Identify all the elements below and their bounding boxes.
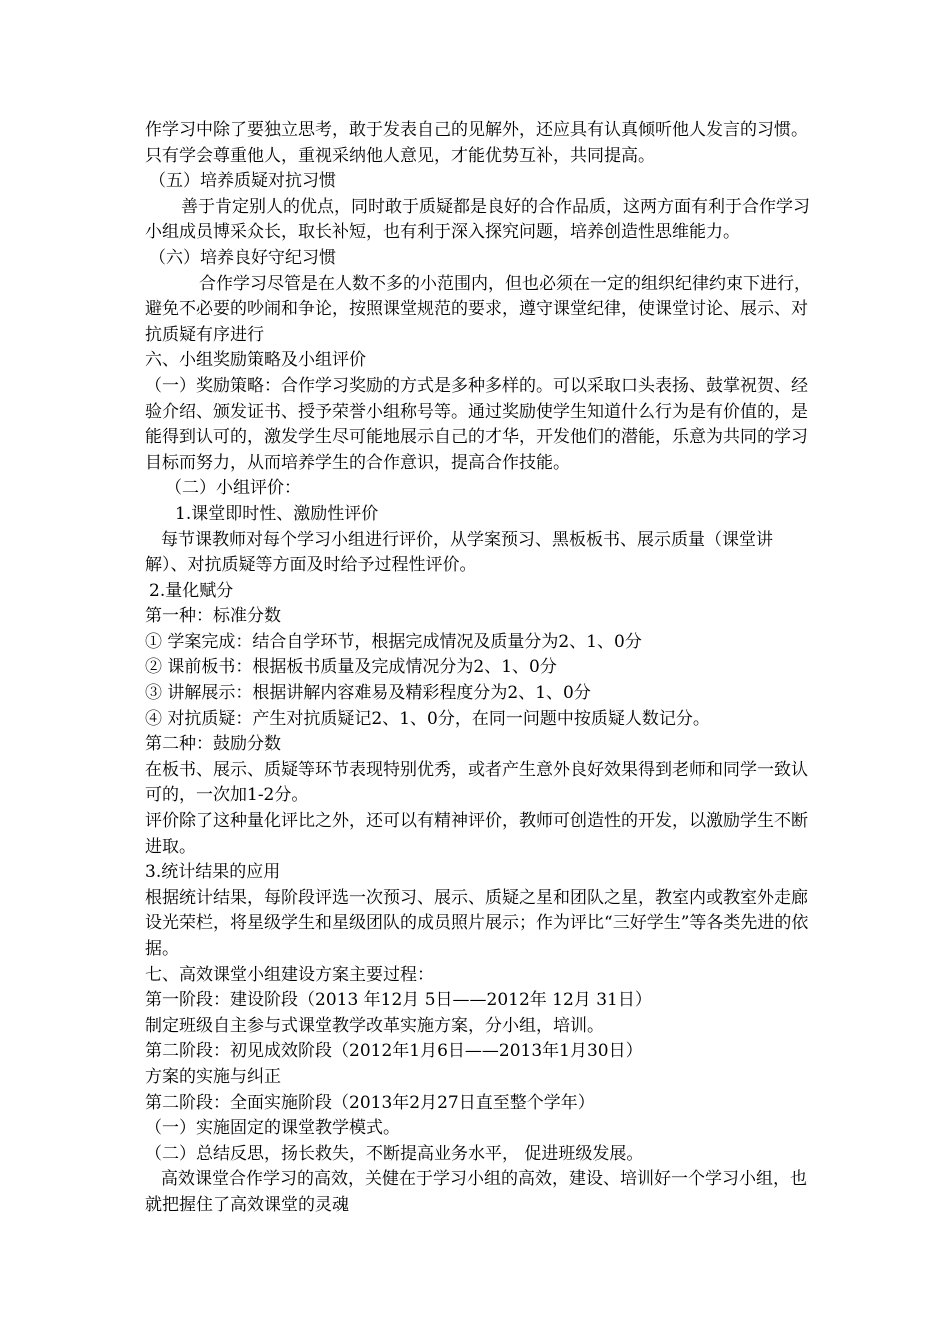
paragraph: 每节课教师对每个学习小组进行评价，从学案预习、黑板板书、展示质量（课堂讲解）、对抗质疑等方面及时给予过程性评价。 [145, 529, 773, 576]
subsection-heading: 1.课堂即时性、激励性评价 [175, 503, 379, 524]
paragraph: 合作学习尽管是在人数不多的小范围内，但也必须在一定的组织纪律约束下进行，避免不必要的吵闹和争论，按照课堂规范的要求，遵守课堂纪律，使课堂讨论、展示、对抗质疑有序进行 [145, 273, 811, 345]
section-heading: （六）培养良好守纪习惯 [149, 247, 336, 268]
chapter-heading: 七、高效课堂小组建设方案主要过程： [145, 964, 434, 985]
paragraph: 高效课堂合作学习的高效，关健在于学习小组的高效，建设、培训好一个学习小组，也就把握住了高效课堂的灵魂 [145, 1169, 807, 1215]
list-item: ③ 讲解展示：根据讲解内容难易及精彩程度分为2、1、0分 [145, 683, 591, 704]
list-heading: 第二种：鼓励分数 [145, 734, 281, 755]
list-heading: 第一种：标准分数 [145, 606, 281, 627]
list-item: ① 学案完成：结合自学环节，根据完成情况及质量分为2、1、0分 [145, 631, 642, 652]
subsection-heading: 2.量化赋分 [149, 580, 234, 601]
list-item: ④ 对抗质疑：产生对抗质疑记2、1、0分，在同一问题中按质疑人数记分。 [145, 708, 710, 729]
stage-heading: 第二阶段：全面实施阶段（2013年2月27日直至整个学年） [145, 1092, 595, 1113]
paragraph: 作学习中除了要独立思考，敢于发表自己的见解外，还应具有认真倾听他人发言的习惯。只有学会尊重他人，重视采纳他人意见，才能优势互补，共同提高。 [145, 120, 808, 166]
subsection-heading: 3.统计结果的应用 [145, 862, 281, 883]
section-heading: （五）培养质疑对抗习惯 [149, 171, 336, 192]
paragraph: （一）奖励策略：合作学习奖励的方式是多种多样的。可以采取口头表扬、鼓掌祝贺、经验介绍、颁发证书、授予荣誉小组称号等。通过奖励使学生知道什么行为是有价值的，是能得到认可的，激发学生尽可能地展示自己的才华，开发他们的潜能，乐意为共同的学习目标而努力，从而培养学生的合作意识，提高合作技能。 [145, 375, 808, 473]
stage-description: 制定班级自主参与式课堂教学改革实施方案，分小组，培训。 [145, 1015, 604, 1036]
stage-description: 方案的实施与纠正 [145, 1066, 281, 1087]
paragraph: 根据统计结果，每阶段评选一次预习、展示、质疑之星和团队之星，教室内或教室外走廊设光荣栏，将星级学生和星级团队的成员照片展示；作为评比“三好学生”等各类先进的依据。 [145, 887, 809, 959]
chapter-heading: 六、小组奖励策略及小组评价 [145, 350, 366, 371]
paragraph: 在板书、展示、质疑等环节表现特别优秀，或者产生意外良好效果得到老师和同学一致认可的，一次加1-2分。 [145, 759, 808, 806]
paragraph: 评价除了这种量化评比之外，还可以有精神评价，教师可创造性的开发，以激励学生不断进取。 [145, 811, 808, 857]
list-item: （二）总结反思，扬长救失，不断提高业务水平， 促进班级发展。 [145, 1143, 644, 1164]
stage-heading: 第二阶段：初见成效阶段（2012年1月6日——2013年1月30日） [145, 1041, 643, 1062]
list-item: ② 课前板书：根据板书质量及完成情况分为2、1、0分 [145, 657, 557, 678]
list-item: （一）实施固定的课堂教学模式。 [145, 1118, 400, 1139]
section-heading: （二）小组评价： [165, 478, 301, 499]
document-body [145, 118, 813, 1219]
paragraph: 善于肯定别人的优点，同时敢于质疑都是良好的合作品质，这两方面有利于合作学习小组成员博采众长，取长补短，也有利于深入探究问题，培养创造性思维能力。 [145, 196, 810, 243]
stage-heading: 第一阶段：建设阶段（2013 年12月 5日——2012年 12月 31日） [145, 990, 652, 1011]
